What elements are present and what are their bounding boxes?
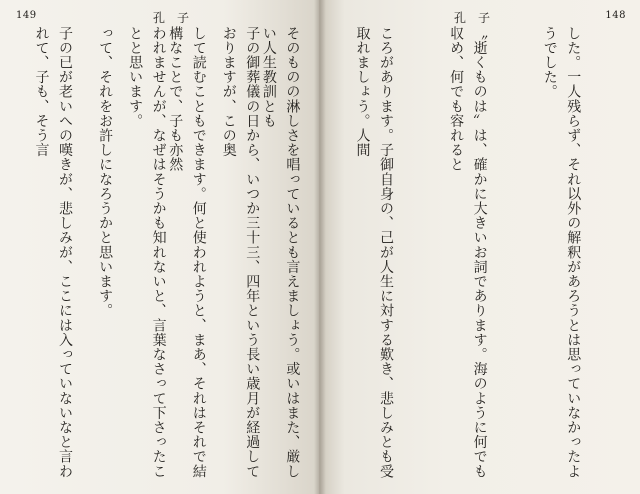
text-line: そのものの淋しさを唱っているとも言えましょう。或いはまた、厳しい人生教訓とも (260, 26, 301, 479)
page-number: 148 (605, 10, 626, 21)
text-line: 子の御葬儀の日から、いつか三十三、四年という長い歳月が経過しておりますが、この奥 (220, 26, 261, 479)
page-number: 149 (16, 10, 37, 21)
running-head: 孔 子 (454, 11, 491, 25)
text-line: って、それをお許しになろうかと思います。 (97, 26, 114, 318)
text-line: して読むこともできます。何と使われようと、まあ、それはそれで結構なことで、子も亦然 (167, 26, 207, 479)
text-line: ころがあります。子御自身の、己が人生に対する歎き、悲しみとも受取れましょう。人間 (354, 26, 394, 479)
text-line: した。一人残らず、それ以外の解釈があろうとは思っていなかったようでした。 (541, 26, 582, 479)
running-head: 孔 子 (153, 11, 190, 25)
text-line: われませんが、なぜはそうかも知れないと、言葉なさって下さったことと思います。 (127, 26, 167, 479)
text-line: 子の已が老いへの嘆きが、悲しみが、ここには入っていないなと言われて、子も、そう言 (33, 26, 73, 479)
text-line: 〝逝くものは〟は、確かに大きいお詞であります。海のように何でも収め、何でも容れると (448, 26, 488, 479)
